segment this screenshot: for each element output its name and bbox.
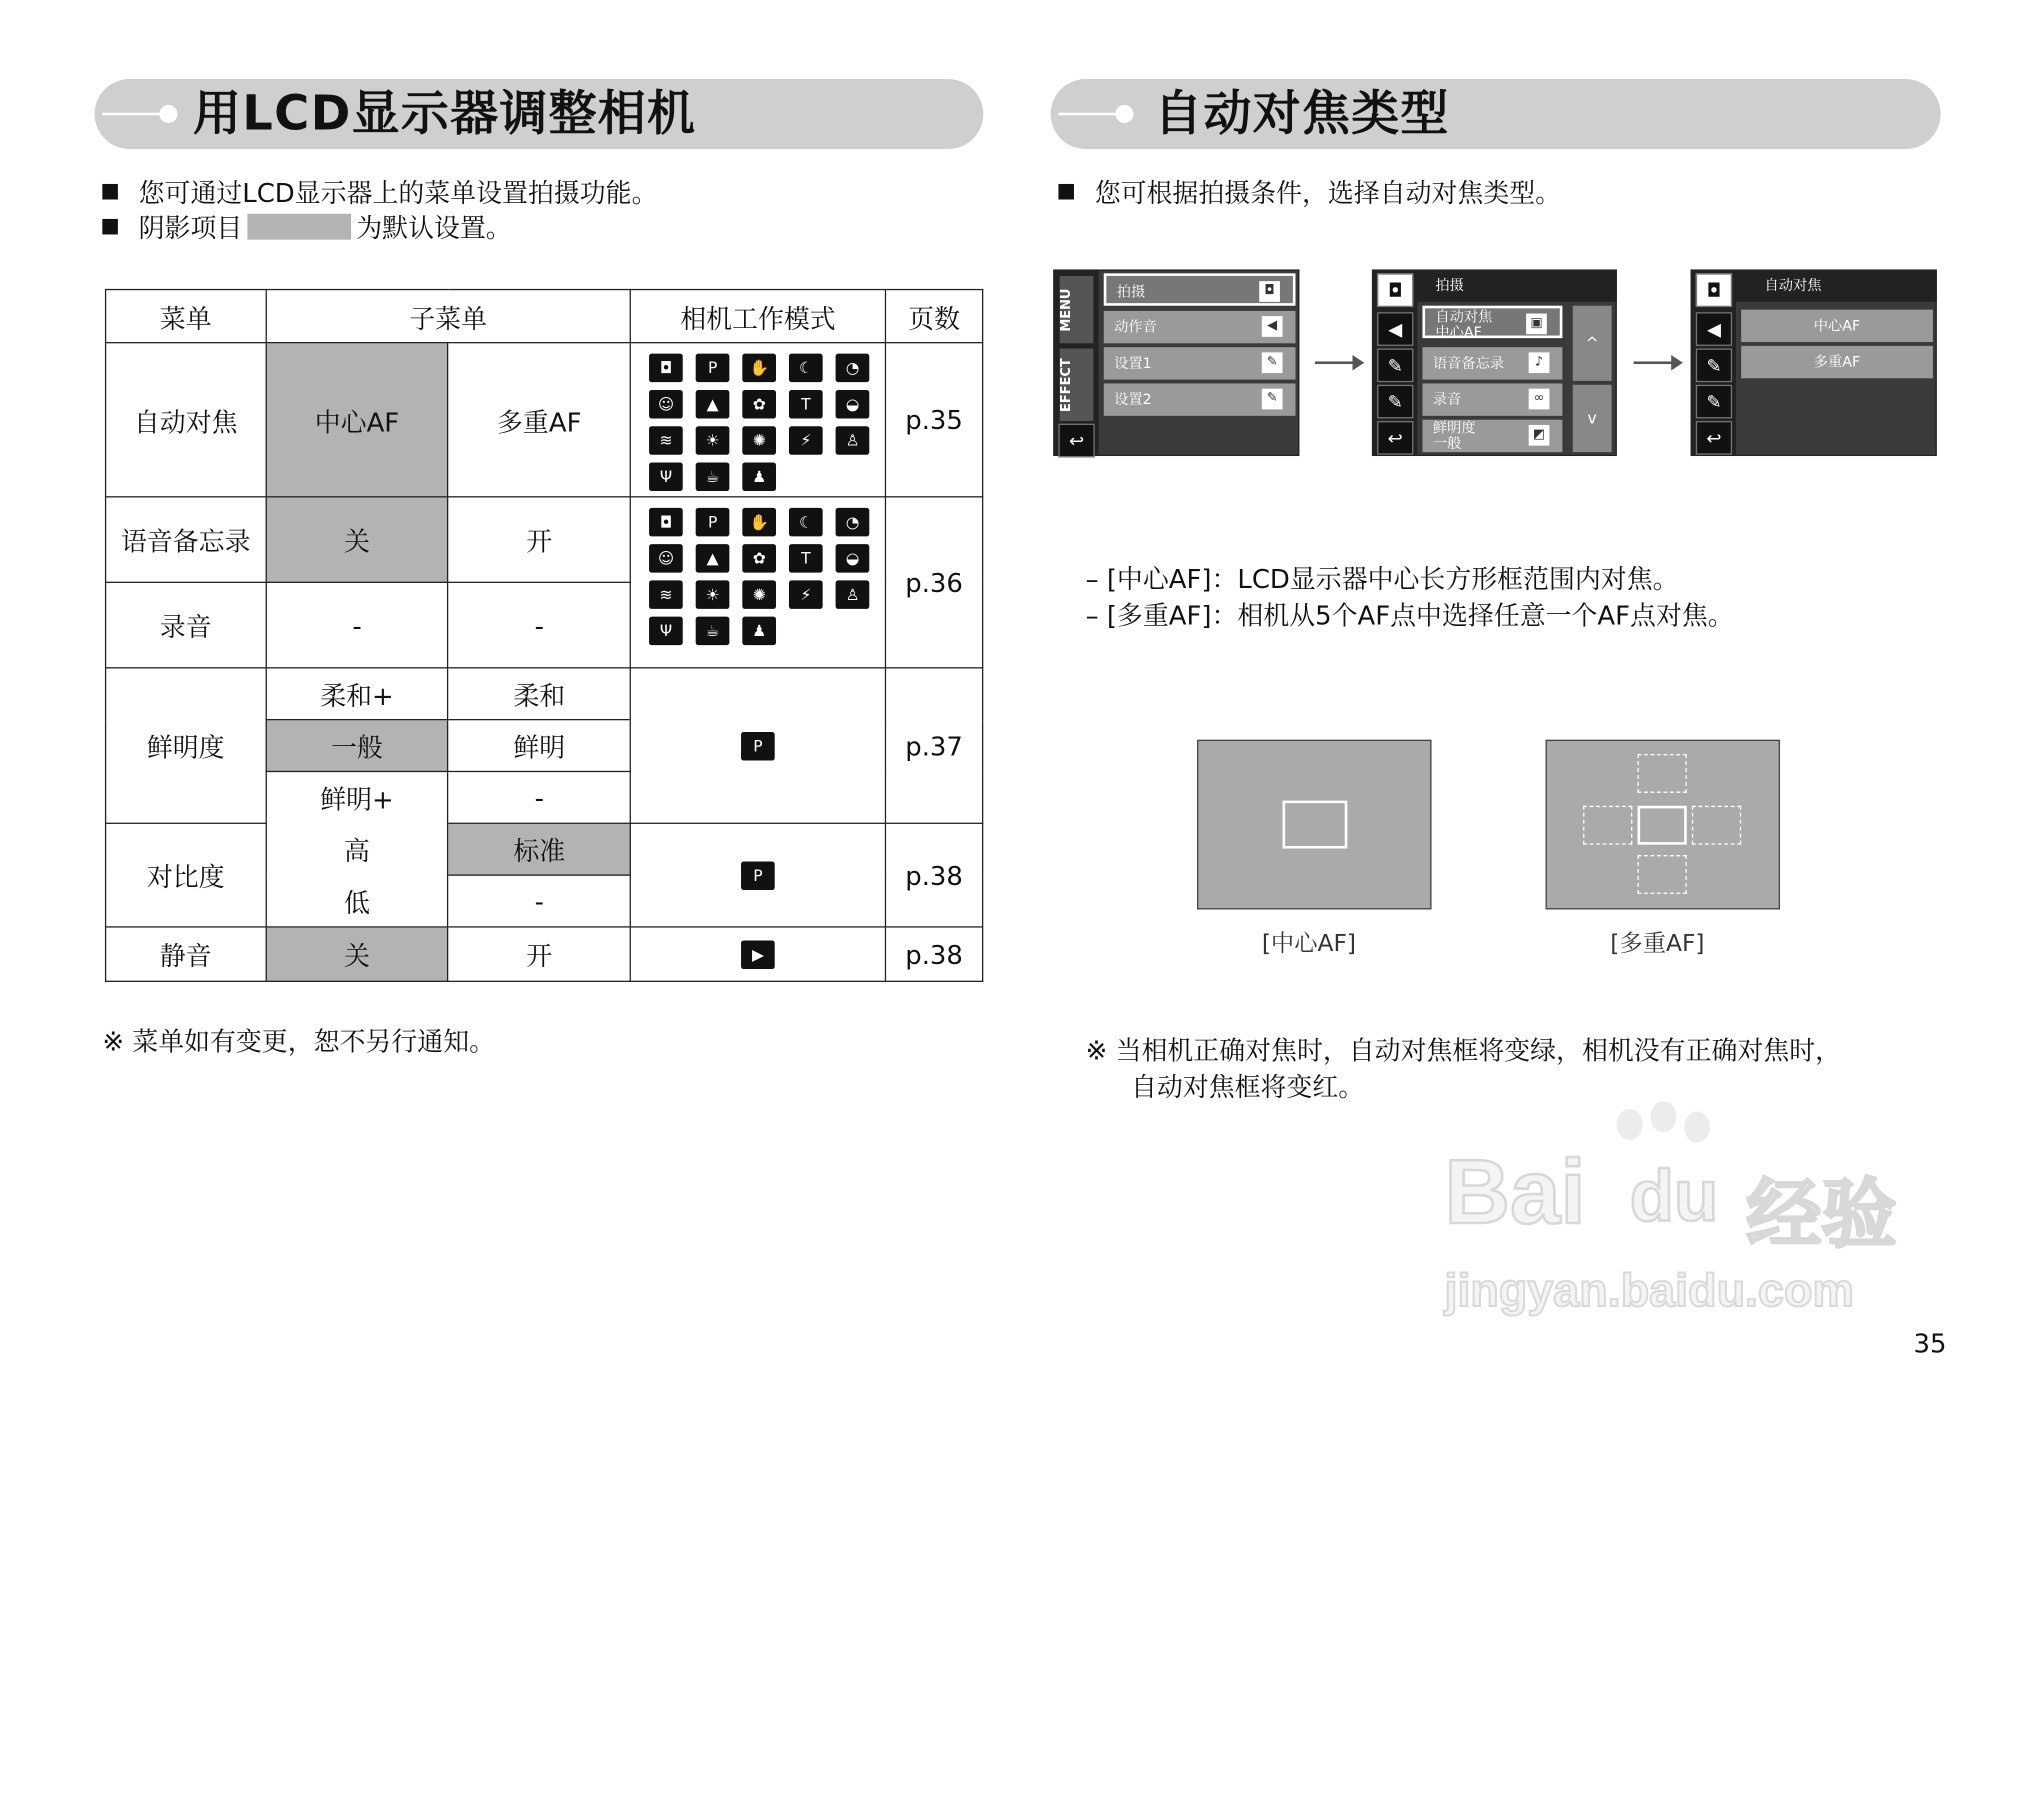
wrench-icon: ✎ xyxy=(1696,385,1732,419)
table-row xyxy=(106,823,983,875)
effect-tab: EFFECT xyxy=(1060,348,1094,421)
menu-item-label: 设置1 xyxy=(1114,354,1152,372)
wrench-icon: ✎ xyxy=(1262,389,1283,410)
self-shot-icon: ♙ xyxy=(836,580,870,609)
cafe-icon: ☕ xyxy=(696,462,730,491)
bullet-square xyxy=(102,184,118,200)
menu-item-sharpness xyxy=(1422,420,1562,452)
landscape-icon: ▲ xyxy=(696,390,730,419)
back-icon: ↩ xyxy=(1058,424,1094,458)
dawn-icon: ≋ xyxy=(649,580,683,609)
backlight-icon: ☀ xyxy=(696,580,730,609)
menu-item-center-af: 中心AF xyxy=(1741,310,1933,342)
option-cell: - xyxy=(266,582,448,668)
default-option-cell: 中心AF xyxy=(266,343,448,497)
option-cell: 柔和 xyxy=(448,668,630,720)
bullet-text: 您可通过LCD显示器上的菜单设置拍摄功能。 xyxy=(138,177,658,209)
menu-item-label: 设置2 xyxy=(1114,391,1152,409)
option-cell: 低 xyxy=(266,875,448,927)
table-row xyxy=(106,497,983,583)
arrow-right-icon xyxy=(1634,361,1681,364)
scroll-down-icon: v xyxy=(1573,385,1612,452)
dis-icon: ✋ xyxy=(742,508,776,537)
menu-item-sound xyxy=(1104,311,1296,343)
back-icon: ↩ xyxy=(1377,421,1413,455)
af-point-center xyxy=(1638,806,1687,845)
wrench-icon: ✎ xyxy=(1377,348,1413,382)
center-af-caption: [中心AF] xyxy=(1261,930,1357,958)
left-section-header xyxy=(95,79,984,149)
mode-icons-cell xyxy=(630,343,885,497)
cafe-icon: ☕ xyxy=(696,617,730,646)
mode-icon-grid xyxy=(631,343,885,491)
food-icon: Ψ xyxy=(649,462,683,491)
menu-item-setup1 xyxy=(1104,347,1296,379)
self-shot-icon: ♙ xyxy=(836,426,870,455)
header-dot xyxy=(159,105,177,123)
left-note: ※ 菜单如有变更，恕不另行通知。 xyxy=(102,1026,496,1058)
table-row xyxy=(106,668,983,720)
default-option-cell: 关 xyxy=(266,927,448,981)
option-cell: 柔和+ xyxy=(266,668,448,720)
menu-item-label: 录音 xyxy=(1432,391,1462,409)
page-number: 35 xyxy=(1913,1327,1947,1359)
menu-tab: MENU xyxy=(1060,276,1094,343)
program-icon: P xyxy=(741,731,775,760)
mode-icons-cell xyxy=(630,823,885,927)
baidu-watermark xyxy=(1438,1114,1917,1334)
scene-icon: ♟ xyxy=(742,462,776,491)
camera-icon: ◘ xyxy=(649,354,683,383)
default-option-cell: 一般 xyxy=(266,720,448,772)
page-cell: p.35 xyxy=(886,343,983,497)
header-line xyxy=(102,113,164,116)
portrait-icon: ◔ xyxy=(836,508,870,537)
sunset-icon: ◒ xyxy=(836,544,870,573)
menu-item-setup2 xyxy=(1104,383,1296,415)
page-cell: p.38 xyxy=(886,823,983,927)
col-header-submenu: 子菜单 xyxy=(266,290,631,343)
menu-item-label: 鲜明度 xyxy=(1432,419,1476,437)
menu-item-label: 自动对焦 xyxy=(1435,308,1493,326)
bullet-square xyxy=(1058,184,1074,200)
menu-item-shooting xyxy=(1104,273,1296,305)
menu-cell: 录音 xyxy=(106,582,266,668)
option-cell: - xyxy=(448,771,630,823)
program-icon: P xyxy=(741,861,775,890)
menu-item-record xyxy=(1422,383,1562,415)
menu-item-af xyxy=(1422,306,1562,341)
speaker-icon: ◀ xyxy=(1262,316,1283,337)
header-dot xyxy=(1115,105,1133,123)
left-bullet-1 xyxy=(102,176,657,210)
menu-item-label: 语音备忘录 xyxy=(1432,354,1505,372)
left-bullet-2 xyxy=(102,211,511,245)
wrench-icon: ✎ xyxy=(1696,348,1732,382)
shade-sample xyxy=(247,214,351,240)
left-section-title: 用LCD显示器调整相机 xyxy=(193,85,697,142)
option-cell: - xyxy=(448,875,630,927)
menu-item-voice-memo xyxy=(1422,347,1562,379)
movie-icon: ▶ xyxy=(741,940,775,969)
beach-icon: ⚡ xyxy=(789,580,823,609)
bullet-square xyxy=(102,219,118,235)
screen-top-bar: 自动对焦 xyxy=(1736,271,1937,302)
program-icon: P xyxy=(696,354,730,383)
col-header-page: 页数 xyxy=(886,290,983,343)
camera-icon: ◘ xyxy=(649,508,683,537)
firework-icon: ✺ xyxy=(742,580,776,609)
col-header-menu: 菜单 xyxy=(106,290,266,343)
sharpness-icon: ◩ xyxy=(1529,425,1550,446)
page-cell: p.37 xyxy=(886,668,983,823)
menu-table xyxy=(105,289,983,982)
af-point-top xyxy=(1638,754,1687,793)
desc-center-af: – [中心AF]：LCD显示器中心长方形框范围内对焦。 xyxy=(1085,563,1679,595)
multi-af-caption: [多重AF] xyxy=(1610,930,1705,958)
wrench-icon: ✎ xyxy=(1262,352,1283,373)
firework-icon: ✺ xyxy=(742,426,776,455)
multi-af-diagram xyxy=(1546,740,1780,910)
mode-icons-cell xyxy=(630,497,885,668)
camera-icon: ◘ xyxy=(1377,273,1413,307)
screen-top-bar: 拍摄 xyxy=(1417,271,1617,302)
camera-icon: ◘ xyxy=(1259,281,1280,302)
bullet-text: 为默认设置。 xyxy=(356,212,512,244)
af-point-right xyxy=(1692,806,1741,845)
beach-icon: ⚡ xyxy=(789,426,823,455)
menu-item-value: 一般 xyxy=(1432,435,1462,453)
food-icon: Ψ xyxy=(649,617,683,646)
scene-icon: ♟ xyxy=(742,617,776,646)
program-icon: P xyxy=(696,508,730,537)
night-icon: ☾ xyxy=(789,354,823,383)
right-section-header xyxy=(1051,79,1941,149)
landscape-icon: ▲ xyxy=(696,544,730,573)
bullet-text: 您可根据拍摄条件，选择自动对焦类型。 xyxy=(1094,177,1562,209)
option-cell: 鲜明+ xyxy=(266,771,448,823)
closeup-icon: ✿ xyxy=(742,544,776,573)
dawn-icon: ≋ xyxy=(649,426,683,455)
tape-icon: ∞ xyxy=(1529,389,1550,410)
menu-cell: 对比度 xyxy=(106,823,266,927)
mode-icons-cell xyxy=(630,927,885,981)
watermark-text-du: du xyxy=(1629,1154,1719,1236)
option-cell: 高 xyxy=(266,823,448,875)
backlight-icon: ☀ xyxy=(696,426,730,455)
bullet-text: 阴影项目 xyxy=(138,212,243,244)
speaker-icon: ◀ xyxy=(1696,312,1732,346)
microphone-icon: ♪ xyxy=(1529,352,1550,373)
menu-cell: 自动对焦 xyxy=(106,343,266,497)
page-cell: p.36 xyxy=(886,497,983,668)
mode-icons-cell xyxy=(630,668,885,823)
wrench-icon: ✎ xyxy=(1377,385,1413,419)
menu-item-multi-af: 多重AF xyxy=(1741,346,1933,378)
af-point-bottom xyxy=(1638,855,1687,894)
page-cell: p.38 xyxy=(886,927,983,981)
night-icon: ☾ xyxy=(789,508,823,537)
default-option-cell: 关 xyxy=(266,497,448,583)
scroll-up-icon: ^ xyxy=(1573,306,1612,381)
right-note-line-1: ※ 当相机正确对焦时，自动对焦框将变绿，相机没有正确对焦时， xyxy=(1085,1035,1842,1067)
center-af-diagram xyxy=(1197,740,1431,910)
table-row xyxy=(106,343,983,497)
right-note-line-2: 自动对焦框将变红。 xyxy=(1130,1071,1365,1103)
camera-icon: ◘ xyxy=(1696,273,1732,307)
speaker-icon: ◀ xyxy=(1377,312,1413,346)
table-row xyxy=(106,927,983,981)
option-cell: 鲜明 xyxy=(448,720,630,772)
af-frame-icon: ▣ xyxy=(1526,314,1547,335)
right-bullet-1 xyxy=(1058,176,1561,210)
lcd-screen-main-menu xyxy=(1053,269,1299,456)
watermark-text-jingyan: 经验 xyxy=(1746,1169,1897,1258)
right-section-title: 自动对焦类型 xyxy=(1154,85,1450,142)
af-point-left xyxy=(1583,806,1632,845)
desc-multi-af: – [多重AF]：相机从5个AF点中选择任意一个AF点对焦。 xyxy=(1085,599,1734,631)
header-line xyxy=(1058,113,1120,116)
menu-item-label: 拍摄 xyxy=(1116,283,1146,301)
text-icon: T xyxy=(789,390,823,419)
option-cell: 开 xyxy=(448,927,630,981)
menu-item-label: 动作音 xyxy=(1114,318,1157,336)
option-cell: 开 xyxy=(448,497,630,583)
portrait-icon: ◔ xyxy=(836,354,870,383)
watermark-url: jingyan.baidu.com xyxy=(1444,1263,1854,1317)
mode-icon-grid xyxy=(631,497,885,645)
menu-cell: 静音 xyxy=(106,927,266,981)
back-icon: ↩ xyxy=(1696,421,1732,455)
menu-item-value: 中心AF xyxy=(1435,323,1482,341)
lcd-screen-af-menu xyxy=(1691,269,1937,456)
default-option-cell: 标准 xyxy=(448,823,630,875)
option-cell: - xyxy=(448,582,630,668)
lcd-screen-shooting-menu xyxy=(1372,269,1617,456)
closeup-icon: ✿ xyxy=(742,390,776,419)
option-cell: 多重AF xyxy=(448,343,630,497)
sunset-icon: ◒ xyxy=(836,390,870,419)
text-icon: T xyxy=(789,544,823,573)
watermark-text-bai: Bai xyxy=(1444,1141,1586,1243)
children-icon: ☺ xyxy=(649,390,683,419)
children-icon: ☺ xyxy=(649,544,683,573)
menu-cell: 鲜明度 xyxy=(106,668,266,823)
af-frame xyxy=(1283,801,1348,849)
arrow-right-icon xyxy=(1315,361,1362,364)
dis-icon: ✋ xyxy=(742,354,776,383)
col-header-mode: 相机工作模式 xyxy=(630,290,885,343)
menu-cell: 语音备忘录 xyxy=(106,497,266,583)
